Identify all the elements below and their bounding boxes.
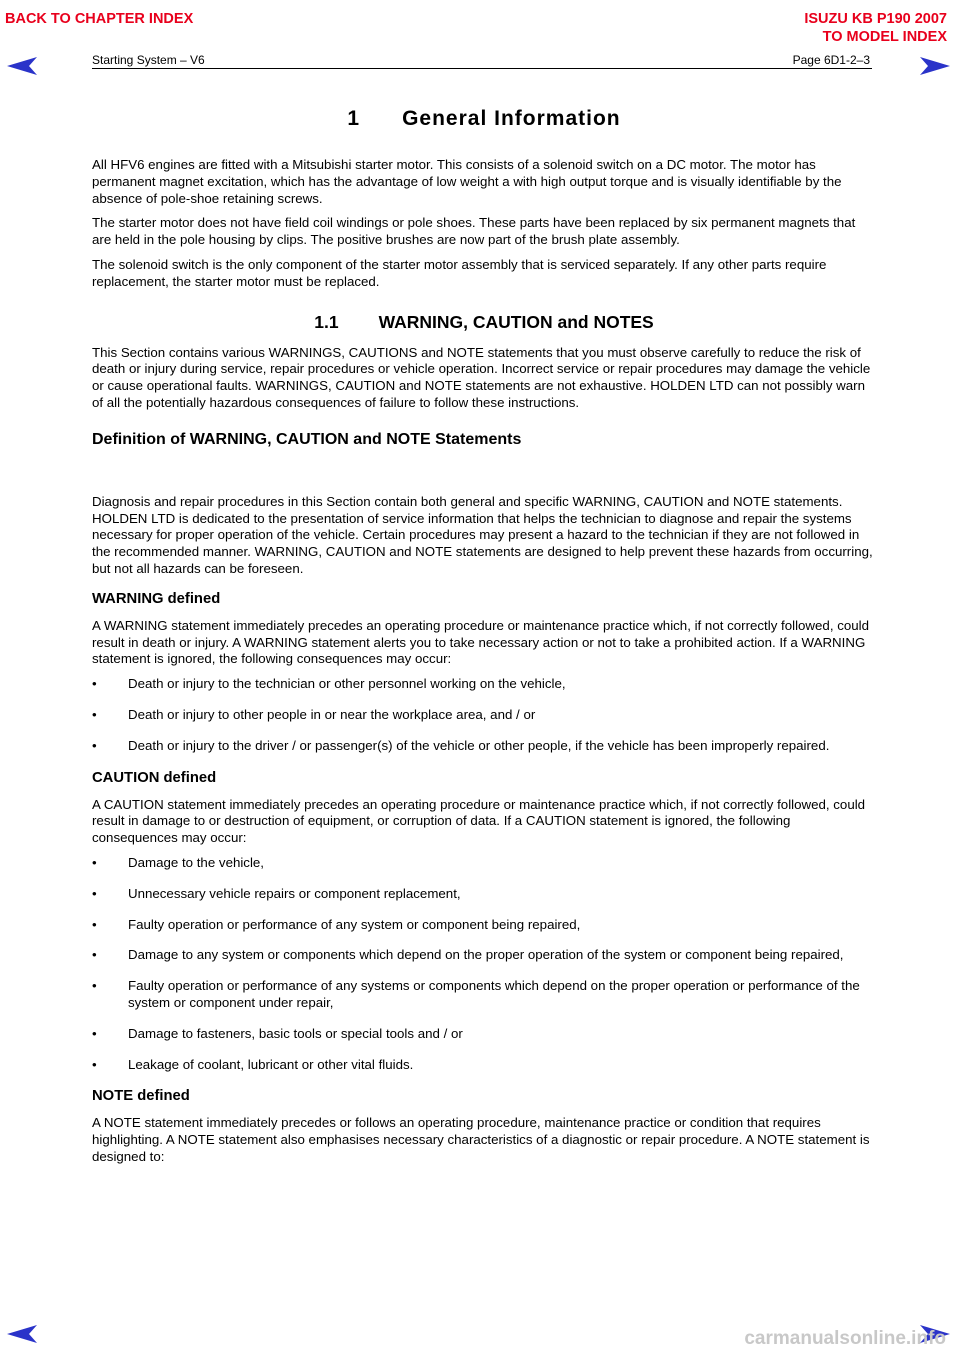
list-item: • Leakage of coolant, lubricant or other vital fluids. (92, 1056, 414, 1072)
page-content (92, 106, 876, 1174)
previous-page-bottom-arrow-icon[interactable] (7, 1325, 37, 1343)
list-item: • Death or injury to other people in or near the workplace area, and / or (92, 706, 536, 722)
section-heading: 1 General Information (347, 107, 621, 130)
list-item: • Death or injury to the driver / or passenger(s) of the vehicle or other people, if the vehicle has been improperly repaired. (92, 737, 830, 753)
caution-heading: CAUTION defined (92, 769, 217, 786)
warning-intro-paragraph: This Section contains various WARNINGS, CAUTIONS and NOTE statements that you must observe carefully to reduce the risk of death or injury during service, repair procedures or vehicle operation. Incorrect service or repair procedures may damage the vehicle or cause operational faults. WARNINGS, CAUTION and NOTE statements are not exhaustive. HOLDEN LTD can not possibly warn of all the potentially hazardous consequences of failure to follow these instructions. (92, 344, 871, 410)
warning-list (92, 676, 876, 754)
header-rule (92, 68, 872, 69)
subsection-heading: 1.1 WARNING, CAUTION and NOTES (314, 311, 654, 332)
previous-page-arrow-icon[interactable] (7, 57, 37, 75)
note-heading: NOTE defined (92, 1088, 190, 1105)
header-page-number: Page 6D1-2–3 (792, 53, 870, 67)
next-page-arrow-icon[interactable] (920, 57, 950, 75)
intro-paragraph: All HFV6 engines are fitted with a Mitsubishi starter motor. This consists of a solenoid switch on a DC motor. The motor has permanent magnet excitation, which has the advantage of low weight a with high output torque and is visually identifiable by the absence of pole-shoe retaining screws. (92, 157, 842, 206)
list-item: • Damage to any system or components which depend on the proper operation of the system or component being repaired, (92, 947, 844, 963)
warning-paragraph: A WARNING statement immediately precedes an operating procedure or maintenance practice which, if not correctly followed, could result in death or injury. A WARNING statement alerts you to take necessary action or not to take a prohibited action. If a WARNING statement is ignored, the following consequences may occur: (92, 617, 870, 667)
caution-list (92, 855, 876, 1073)
list-item: • Faulty operation or performance of any system or component being repaired, (92, 916, 581, 932)
definition-heading: Definition of WARNING, CAUTION and NOTE Statements (92, 430, 522, 448)
definition-paragraph: Diagnosis and repair procedures in this Section contain both general and specific WARNING, CAUTION and NOTE statements. HOLDEN LTD is dedicated to the presentation of service information that helps the technician to diagnose and repair the systems necessary for proper operation of the vehicle. Certain procedures may present a hazard to the technician if they are not followed in the recommended manner. WARNING, CAUTION and NOTE statements are designed to help prevent these hazards from occurring, but not all hazards can be foreseen. (92, 493, 873, 576)
list-item: • Damage to fasteners, basic tools or special tools and / or (92, 1025, 463, 1041)
list-item: • Unnecessary vehicle repairs or component replacement, (92, 885, 461, 901)
back-to-chapter-index-link[interactable]: BACK TO CHAPTER INDEX (5, 11, 194, 27)
warning-heading: WARNING defined (92, 590, 221, 607)
list-item: • Death or injury to the technician or other personnel working on the vehicle, (92, 676, 566, 692)
model-title: ISUZU KB P190 2007 (804, 11, 947, 27)
list-item: • Faulty operation or performance of any systems or components which depend on the proper operation or performance of the system or component under repair, (92, 978, 860, 1010)
note-paragraph: A NOTE statement immediately precedes or follows an operating procedure, maintenance practice or condition that requires highlighting. A NOTE statement also emphasises necessary characteristics of a diagnostic or repair procedure. A NOTE statement is designed to: (92, 1115, 870, 1164)
caution-paragraph: A CAUTION statement immediately precedes an operating procedure or maintenance practice which, if not correctly followed, could result in damage to or destruction of equipment, or corruption of data. If a CAUTION statement is ignored, the following consequences may occur: (92, 796, 866, 846)
list-item: • Damage to the vehicle, (92, 854, 265, 870)
intro-paragraph: The starter motor does not have field coil windings or pole shoes. These parts have been replaced by six permanent magnets that are held in the pole housing by clips. The positive brushes are now part of the brush plate assembly. (92, 215, 856, 248)
watermark: carmanualsonline.info (744, 1328, 946, 1349)
to-model-index-link[interactable]: TO MODEL INDEX (822, 29, 947, 45)
intro-paragraph: The solenoid switch is the only component of the starter motor assembly that is serviced separately. If any other parts require replacement, the starter motor must be replaced. (92, 256, 827, 289)
header-section-title: Starting System – V6 (92, 53, 205, 67)
